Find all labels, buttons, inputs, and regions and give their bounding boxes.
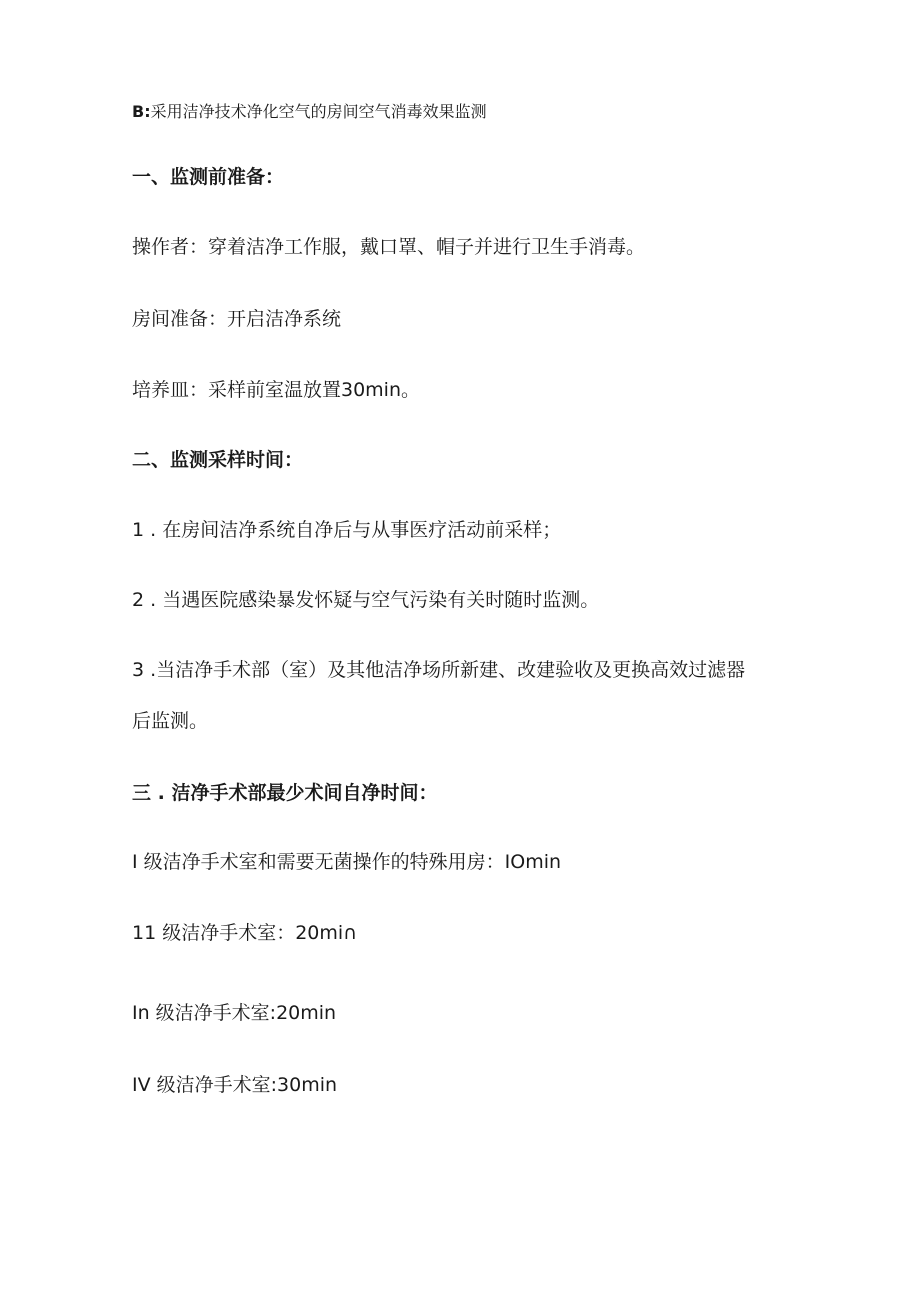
purification-class-4: IV 级洁净手术室:30min [132, 1074, 338, 1096]
sampling-item-3: 3 .当洁净手术部（室）及其他洁净场所新建、改建验收及更换高效过滤器 [132, 659, 746, 681]
preparation-operator: 操作者：穿着洁净工作服，戴口罩、帽子并进行卫生手消毒。 [132, 236, 646, 258]
preparation-room: 房间准备：开启洁净系统 [132, 308, 342, 330]
document-title [132, 104, 487, 120]
title-text: 采用洁净技术净化空气的房间空气消毒效果监测 [150, 102, 487, 121]
section-heading-self-purification: 三 . 洁净手术部最少术间自净时间： [132, 782, 438, 804]
sampling-item-3-continued: 后监测。 [132, 710, 209, 732]
purification-class-2: 11 级洁净手术室：20mi∩ [132, 922, 358, 944]
sampling-item-2: 2 . 当遇医院感染暴发怀疑与空气污染有关时随时监测。 [132, 589, 600, 611]
section-heading-sampling-time: 二、监测采样时间： [132, 449, 304, 471]
section-heading-preparation: 一、监测前准备： [132, 166, 285, 188]
title-prefix: B: [132, 102, 151, 121]
preparation-culture-dish: 培养皿：采样前室温放置30min。 [132, 379, 421, 401]
sampling-item-1: 1 . 在房间洁净系统自净后与从事医疗活动前采样； [132, 519, 562, 541]
purification-class-1: I 级洁净手术室和需要无菌操作的特殊用房：IOmin [132, 851, 562, 873]
purification-class-3: In 级洁净手术室:20min [132, 1002, 337, 1024]
